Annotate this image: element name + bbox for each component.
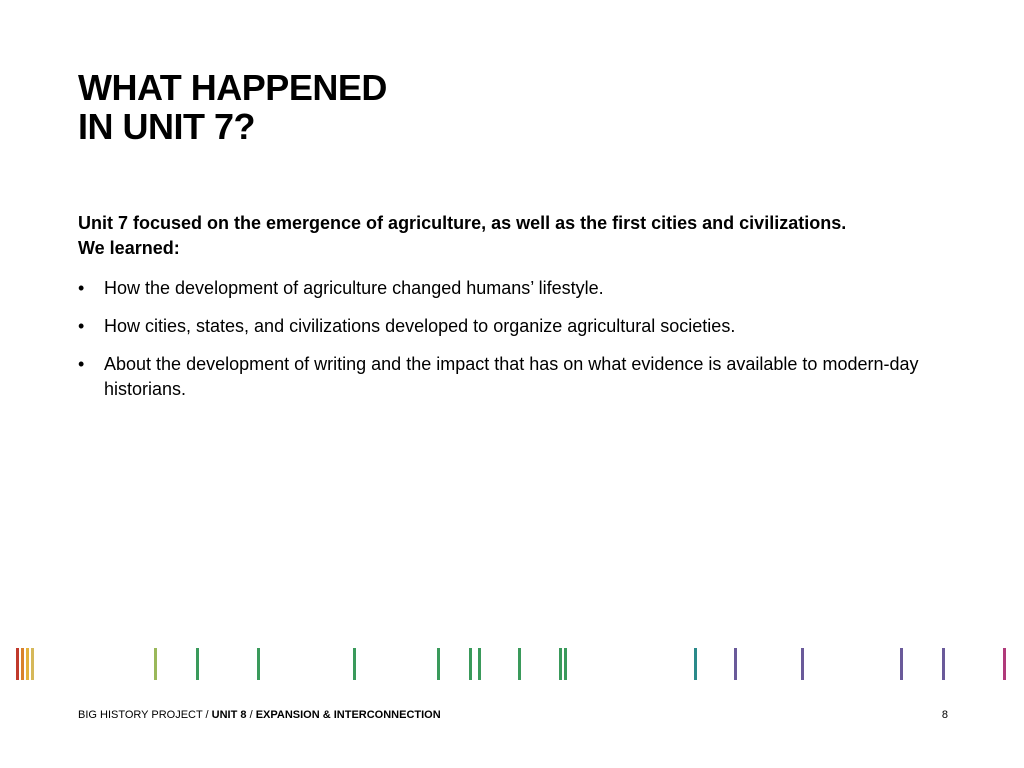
slide-title — [78, 68, 387, 146]
footer-breadcrumb — [78, 708, 441, 722]
slide-title-line-1: WHAT HAPPENED — [78, 67, 387, 108]
bullet-icon: • — [78, 316, 85, 336]
bullet-list — [78, 276, 948, 415]
timeline-tick — [26, 648, 29, 680]
timeline-tick — [478, 648, 481, 680]
timeline-tick — [1003, 648, 1006, 680]
bullet-item — [78, 276, 948, 301]
timeline-tick — [16, 648, 19, 680]
timeline-tick — [437, 648, 440, 680]
timeline-tick — [31, 648, 34, 680]
timeline-tick — [257, 648, 260, 680]
bullet-text: How cities, states, and civilizations developed to organize agricultural societies. — [104, 316, 736, 336]
timeline-tick — [801, 648, 804, 680]
timeline-tick — [694, 648, 697, 680]
footer-separator: / — [202, 709, 212, 721]
page-number: 8 — [941, 709, 948, 721]
timeline-tick — [353, 648, 356, 680]
timeline-tick — [559, 648, 562, 680]
slide-title-line-2: IN UNIT 7? — [78, 106, 256, 147]
timeline-tick — [564, 648, 567, 680]
timeline-tick — [21, 648, 24, 680]
intro-line-2: We learned: — [78, 238, 180, 258]
bullet-icon: • — [78, 354, 85, 374]
timeline-tick — [154, 648, 157, 680]
bullet-text: About the development of writing and the impact that has on what evidence is available to modern-day historians. — [104, 354, 919, 399]
footer-unit: UNIT 8 — [211, 709, 247, 721]
bullet-icon: • — [78, 278, 85, 298]
timeline-tick — [469, 648, 472, 680]
timeline-tick — [900, 648, 903, 680]
footer-project: BIG HISTORY PROJECT — [78, 709, 203, 721]
footer-separator: / — [246, 709, 256, 721]
timeline-bar — [0, 648, 1024, 680]
intro-paragraph — [78, 211, 958, 261]
bullet-text: How the development of agriculture changed humans’ lifestyle. — [104, 278, 604, 298]
footer-unit-title: EXPANSION & INTERCONNECTION — [255, 709, 441, 721]
timeline-tick — [734, 648, 737, 680]
timeline-tick — [942, 648, 945, 680]
bullet-item — [78, 352, 948, 402]
bullet-item — [78, 314, 948, 339]
timeline-tick — [196, 648, 199, 680]
timeline-tick — [518, 648, 521, 680]
intro-line-1: Unit 7 focused on the emergence of agriculture, as well as the first cities and civilizations. — [78, 213, 847, 233]
